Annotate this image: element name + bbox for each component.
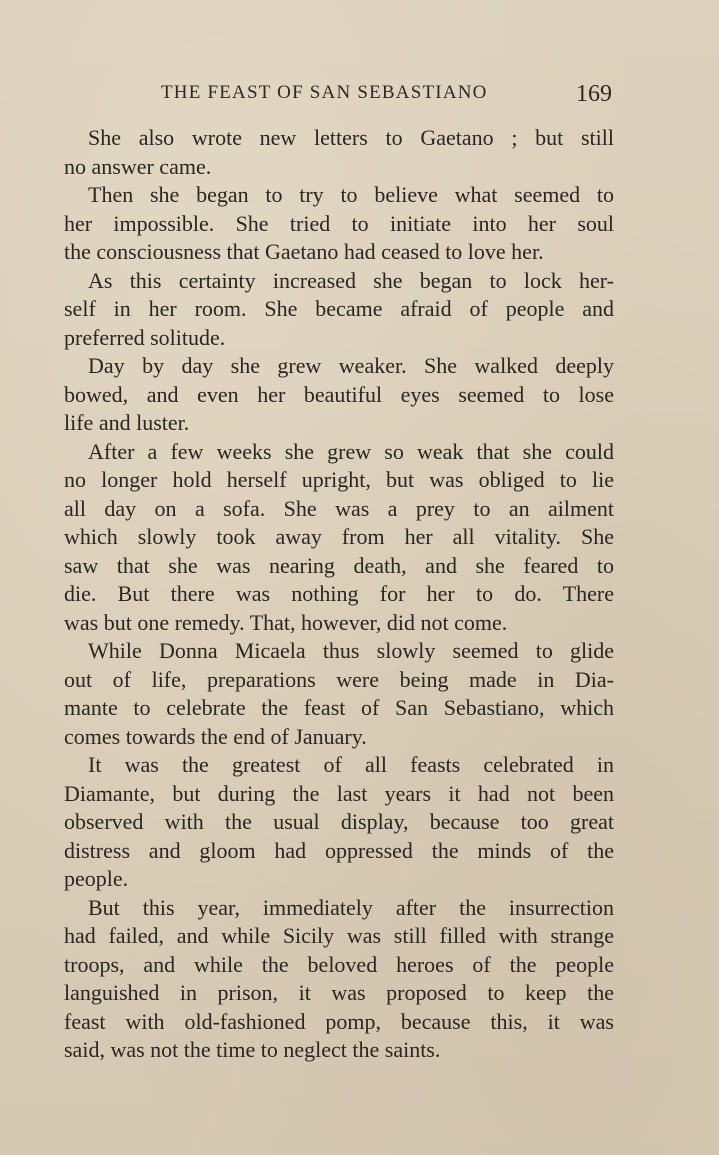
text-line: self in her room. She became afraid of people and: [64, 296, 614, 321]
running-header: [64, 82, 614, 110]
body-text: [64, 124, 614, 1065]
text-line: all day on a sofa. She was a prey to an ailment: [64, 495, 614, 521]
text-line: comes towards the end of January.: [64, 723, 367, 749]
text-line: But this year, immediately after the insurrection: [88, 894, 614, 920]
text-line: was but one remedy. That, however, did not come.: [64, 609, 508, 635]
text-line: While Donna Micaela thus slowly seemed to glide: [88, 638, 614, 663]
page-number: 169: [576, 81, 612, 107]
text-line: preferred solitude.: [64, 324, 226, 350]
text-line: distress and gloom had oppressed the minds of the: [64, 837, 614, 863]
text-line: life and luster.: [64, 410, 190, 435]
text-line: languished in prison, it was proposed to keep the: [64, 980, 614, 1005]
text-line: the consciousness that Gaetano had ceased to love her.: [64, 239, 544, 264]
running-title: THE FEAST OF SAN SEBASTIANO: [161, 82, 488, 103]
text-line: saw that she was nearing death, and she feared to: [64, 552, 614, 578]
text-line: which slowly took away from her all vitality. She: [64, 524, 614, 549]
text-line: people.: [64, 866, 129, 891]
text-line: Then she began to try to believe what seemed to: [88, 182, 614, 207]
text-line: Day by day she grew weaker. She walked deeply: [88, 353, 614, 378]
text-line: no answer came.: [64, 153, 212, 179]
text-line: mante to celebrate the feast of San Sebastiano, which: [64, 695, 614, 720]
text-line: out of life, preparations were being made in Dia-: [64, 666, 614, 692]
text-line: troops, and while the beloved heroes of the people: [64, 951, 614, 977]
text-line: die. But there was nothing for her to do. There: [64, 581, 614, 606]
text-line: Diamante, but during the last years it had not been: [64, 780, 614, 806]
text-line: no longer hold herself upright, but was obliged to lie: [64, 467, 614, 492]
text-line: had failed, and while Sicily was still filled with strange: [64, 923, 614, 948]
text-line: After a few weeks she grew so weak that she could: [88, 438, 614, 464]
text-line: said, was not the time to neglect the saints.: [64, 1037, 441, 1062]
text-line: bowed, and even her beautiful eyes seemed to lose: [64, 381, 614, 407]
text-line: She also wrote new letters to Gaetano ; but still: [88, 125, 614, 150]
text-line: her impossible. She tried to initiate into her soul: [64, 210, 614, 236]
text-line: observed with the usual display, because too great: [64, 809, 614, 834]
text-line: feast with old-fashioned pomp, because this, it was: [64, 1008, 614, 1034]
text-line: As this certainty increased she began to lock her-: [88, 267, 614, 293]
text-line: It was the greatest of all feasts celebrated in: [88, 752, 614, 777]
